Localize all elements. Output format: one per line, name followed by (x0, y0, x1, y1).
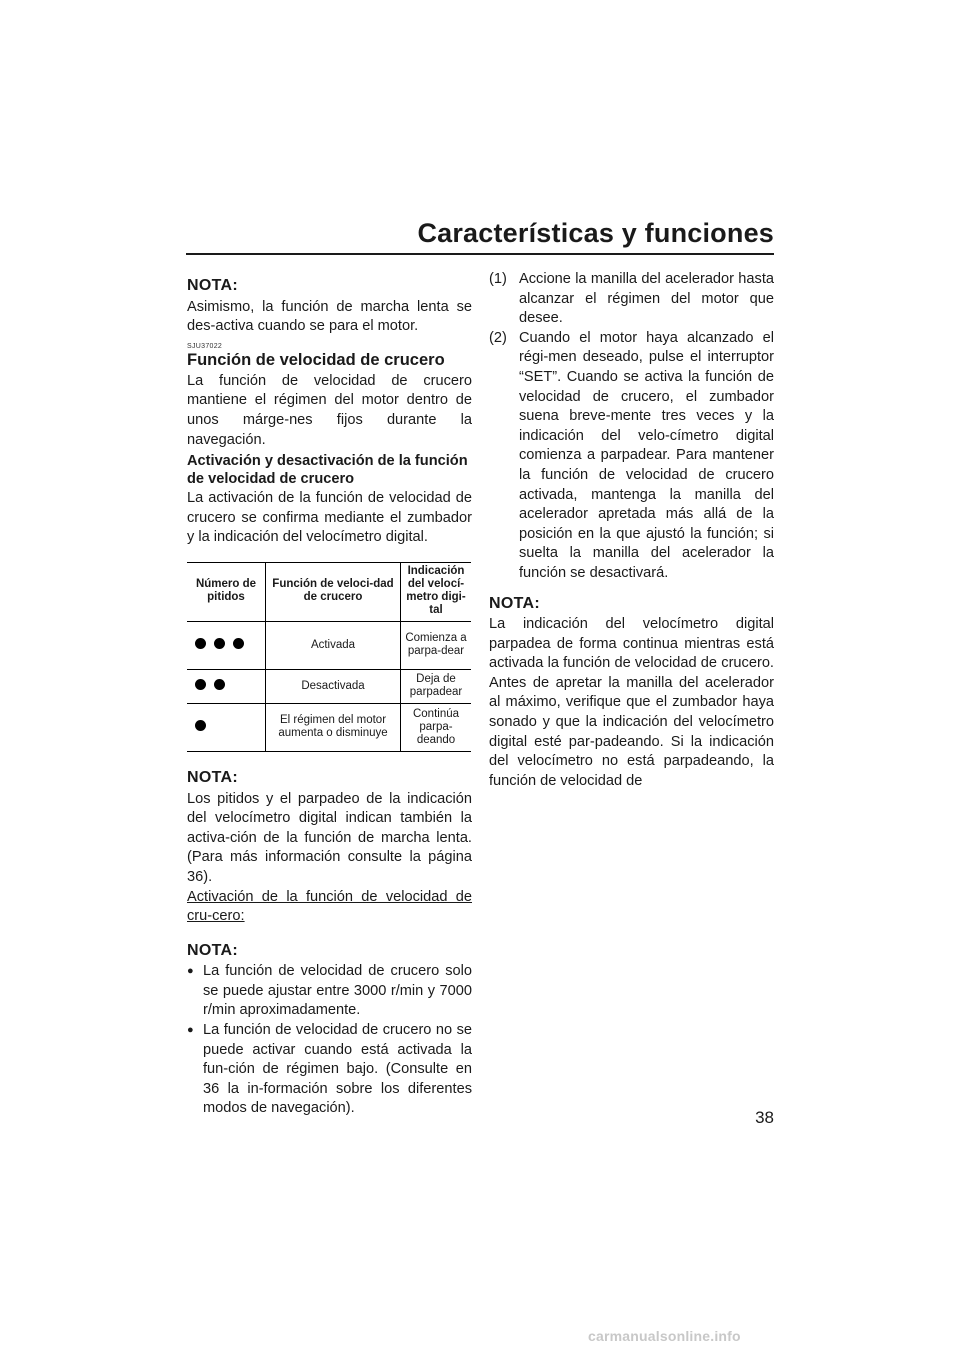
nota-text: La indicación del velocímetro digital parpadea de forma continua mientras está activada la función de velocidad de crucero. Antes de apretar la manilla del acelerador al máximo, verifique que el zumbador haya sonado y que la indicación del velocímetro digital esté par-padeando. Si la indicación del velocímetro no está parpadeando, la función de velocidad de (489, 616, 774, 789)
step-text: Cuando el motor haya alcanzado el régi-men deseado, pulse el interruptor “SET”. Cuando se activa la función de velocidad de crucero, el zumbador suena breve-mente tres veces y la indicación del velo-címetro digital comienza a parpadear. Para mantener la función de velocidad de crucero activada, mantenga la manilla del acelerador apretada más allá de la posición en la que ajustó la función; si suelta la manilla del acelerador la función se desactivará. (519, 329, 774, 581)
left-column (187, 276, 472, 1119)
page-number: 38 (755, 1108, 774, 1127)
table-cell: Activada (266, 621, 401, 669)
beep-dot-icon (195, 720, 206, 731)
page-header-title: Características y funciones (417, 218, 774, 248)
beep-dot-icon (214, 638, 225, 649)
step-text: Accione la manilla del acelerador hasta alcanzar el régimen del motor que desee. (519, 271, 774, 327)
table-cell: Desactivada (266, 669, 401, 703)
section-title: Función de velocidad de crucero (187, 350, 445, 369)
table-cell: Comienza a parpa-dear (401, 621, 472, 669)
section-code: SJU37022 (187, 342, 223, 350)
table-row (187, 703, 471, 751)
underlined-heading: Activación de la función de velocidad de cru-cero: (187, 888, 472, 925)
table-cell: Continúa parpa-deando (401, 703, 472, 751)
table-header-cell: Indicación del velocí-metro digi-tal (406, 564, 466, 616)
beep-dot-icon (214, 679, 225, 690)
table-header-cell: Número de pitidos (195, 577, 257, 603)
beep-dots-cell (187, 703, 266, 751)
list-item: ● La función de velocidad de crucero solo se puede ajustar entre 3000 r/min y 7000 r/min aproximadamente. (187, 962, 472, 1021)
beep-dot-icon (233, 638, 244, 649)
nota-label: NOTA: (489, 594, 540, 612)
list-item (489, 329, 774, 584)
beep-dots-cell (187, 669, 266, 703)
list-item: ● La función de velocidad de crucero no se puede activar cuando está activada la fun-ción de régimen bajo. (Consulte en 36 la in-formación sobre los diferentes modos de navegación). (187, 1021, 472, 1119)
watermark: carmanualsonline.info (588, 1328, 741, 1344)
section-paragraph: La función de velocidad de crucero mantiene el régimen del motor dentro de unos márge-nes fijos durante la navegación. (187, 372, 472, 448)
steps-list (489, 270, 774, 584)
beep-table (187, 562, 471, 752)
nota-label: NOTA: (187, 941, 238, 959)
table-cell: El régimen del motor aumenta o disminuye (266, 703, 401, 751)
table-row (187, 621, 471, 669)
beep-dot-icon (195, 638, 206, 649)
header-rule (186, 253, 774, 255)
beep-dots-cell (187, 621, 266, 669)
nota-label: NOTA: (187, 277, 238, 294)
nota-bullet-list (187, 962, 472, 1119)
table-row (187, 669, 471, 703)
beep-dot-icon (195, 679, 206, 690)
nota-label: NOTA: (187, 768, 238, 786)
right-column (489, 270, 774, 791)
nota-text: Asimismo, la función de marcha lenta se des-activa cuando se para el motor. (187, 298, 472, 335)
step-number: (2) (489, 329, 507, 346)
subsection-title: Activación y desactivación de la función de velocidad de crucero (187, 453, 468, 488)
step-number: (1) (489, 271, 507, 287)
table-header-row (187, 562, 471, 621)
nota-text: Los pitidos y el parpadeo de la indicación del velocímetro digital indican también la activa-ción de la función de marcha lenta. (Para más información consulte la página 36). (187, 790, 472, 885)
table-cell: Deja de parpadear (401, 669, 472, 703)
list-item (489, 270, 774, 329)
subsection-paragraph: La activación de la función de velocidad de crucero se confirma mediante el zumbador y la indicación del velocímetro digital. (187, 490, 472, 546)
table-header-cell: Función de veloci-dad de crucero (266, 562, 401, 621)
